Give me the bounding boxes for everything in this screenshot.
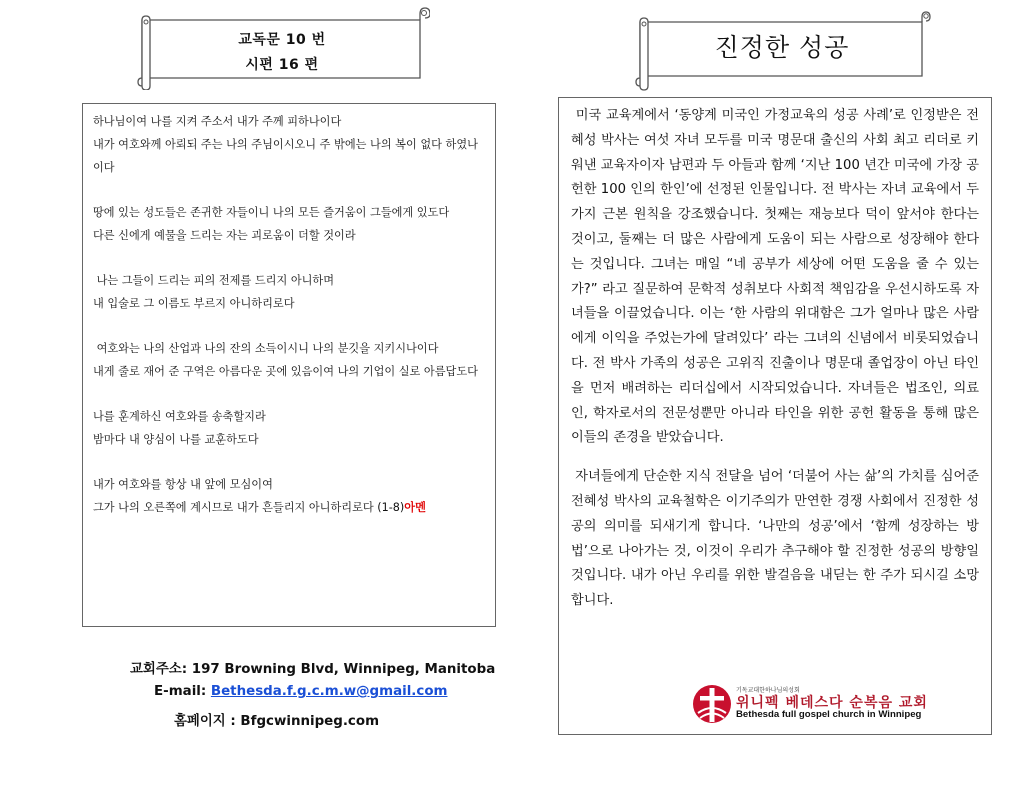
psalm-verse: 내가 여호와께 아뢰되 주는 나의 주님이시오니 주 밖에는 나의 복이 없다 하였나이다	[93, 138, 478, 174]
psalm-stanza	[93, 269, 485, 315]
address-value: 197 Browning Blvd, Winnipeg, Manitoba	[191, 662, 496, 677]
psalm-verse: 내 입술로 그 이름도 부르지 아니하리로다	[93, 297, 295, 310]
psalm-stanza	[93, 405, 485, 451]
psalm-verse: 나를 훈계하신 여호와를 송축할지라	[93, 410, 266, 423]
psalm-chapter: 시편 16 편	[245, 57, 319, 73]
homepage-value: Bfgcwinnipeg.com	[240, 714, 380, 729]
article-title: 진정한 성공	[714, 33, 850, 62]
church-english-name: Bethesda full gospel church in Winnipeg	[736, 709, 922, 720]
article-paragraph: 미국 교육계에서 ‘동양계 미국인 가정교육의 성공 사례’로 인정받은 전혜성 박사는 여섯 자녀 모두를 미국 명문대 출신의 사회 최고 리더로 키워낸 교육자이자 남편과 두 아들과 함께 ‘지난 100 년간 미국에 가장 공헌한 100 인의 한인’에 선정된 인물입니다. 전 박사는 자녀 교육에서 두 가지 근본 원칙을 강조했습니다. 첫째는 재능보다 덕이 앞서야 한다는 것이고, 둘째는 더 많은 사람에게 도움이 되는 사람으로 성장해야 한다는 것입니다. 그녀는 매일 “네 공부가 세상에 어떤 도움을 줄 수 있는가?” 라고 질문하여 문학적 성취보다 사회적 책임감을 우선시하도록 자녀들을 이끌었습니다. 이는 ‘한 사람의 위대함은 그가 얼마나 많은 사람에게 이익을 주었는가에 달려있다’ 라는 그녀의 신념에서 비롯되었습니다. 전 박사 가족의 성공은 고위직 진출이나 명문대 졸업장이 아닌 타인을 먼저 배려하는 리더십에서 시작되었습니다. 자녀들은 법조인, 의료인, 학자로서의 전문성뿐만 아니라 타인을 위한 공헌 활동을 통해 많은 이들의 존경을 받았습니다.	[571, 108, 984, 446]
psalm-verse-text: 그가 나의 오른쪽에 계시므로 내가 흔들리지 아니하리로다 (1-8)	[93, 501, 405, 514]
psalm-verse: 다른 신에게 예물을 드리는 자는 괴로움이 더할 것이라	[93, 229, 356, 242]
article-box	[558, 97, 992, 735]
psalm-verse: 밤마다 내 양심이 나를 교훈하도다	[93, 433, 259, 446]
homepage-label: 홈페이지 :	[174, 714, 241, 729]
psalm-stanza	[93, 337, 485, 383]
article-paragraph: 자녀들에게 단순한 지식 전달을 넘어 ‘더불어 사는 삶’의 가치를 심어준 전혜성 박사의 교육철학은 이기주의가 만연한 경쟁 사회에서 진정한 성공의 의미를 되새기게 합니다. ‘나만의 성공’에서 ‘함께 성장하는 방법’으로 나아가는 것, 이것이 우리가 추구해야 할 진정한 성공의 방향일 것입니다. 내가 아닌 우리를 위한 발걸음을 내딛는 한 주가 되시길 소망합니다.	[571, 469, 984, 609]
psalm-verse: 내가 여호와를 항상 내 앞에 모심이여	[93, 478, 273, 491]
psalm-verse: 땅에 있는 성도들은 존귀한 자들이니 나의 모든 즐거움이 그들에게 있도다	[93, 206, 450, 219]
email-label: E-mail:	[154, 684, 211, 699]
church-logo	[692, 681, 972, 727]
church-homepage	[174, 710, 379, 729]
scroll-banner-right	[632, 10, 932, 92]
psalm-stanza	[93, 473, 485, 519]
psalm-stanza	[93, 201, 485, 247]
church-korean-name: 위니펙 베데스다 순복음 교회	[736, 695, 928, 711]
psalm-reading-box	[82, 103, 496, 627]
psalm-verse: 나는 그들이 드리는 피의 전제를 드리지 아니하며	[93, 274, 335, 287]
psalm-verse-last	[93, 496, 485, 519]
church-address	[130, 658, 495, 677]
church-emblem-icon	[692, 683, 732, 725]
psalm-verse: 여호와는 나의 산업과 나의 잔의 소득이시니 나의 분깃을 지키시나이다	[93, 342, 439, 355]
email-link[interactable]: Bethesda.f.g.c.m.w@gmail.com	[210, 684, 448, 699]
psalm-verse: 내게 줄로 재어 준 구역은 아름다운 곳에 있음이여 나의 기업이 실로 아름답도다	[93, 365, 478, 378]
scroll-left-text	[134, 28, 430, 78]
responsive-reading-number: 교독문 10 번	[238, 32, 326, 48]
psalm-stanza	[93, 110, 485, 179]
scroll-banner-left	[134, 4, 430, 90]
psalm-verse: 하나님이여 나를 지켜 주소서 내가 주께 피하나이다	[93, 115, 342, 128]
amen-text: 아멘	[404, 501, 426, 514]
denomination-text: 기독교대한하나님의성회	[736, 687, 800, 694]
address-label: 교회주소:	[130, 662, 192, 677]
church-email	[154, 684, 447, 699]
